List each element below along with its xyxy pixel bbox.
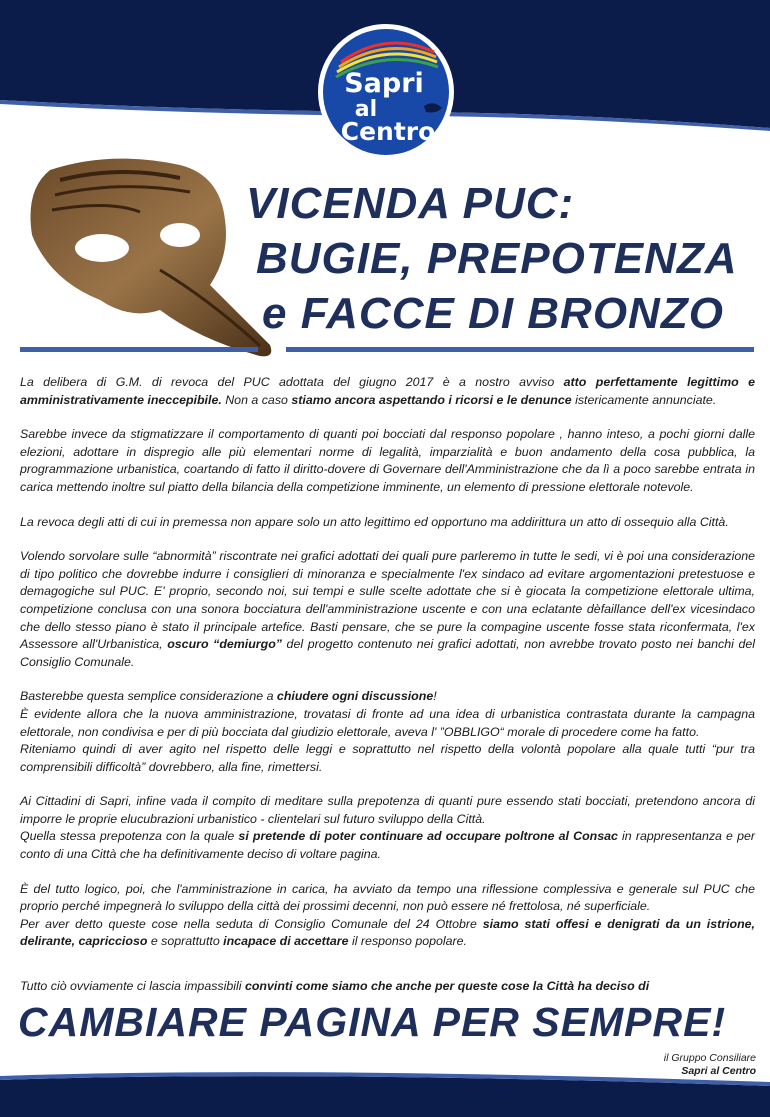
- closing-text: Tutto ciò ovviamente ci lascia impassibili: [20, 979, 245, 993]
- signature-group: il Gruppo Consiliare: [663, 1052, 756, 1064]
- p7-text-a: Per aver detto queste cose nella seduta di Consiglio Comunale del 24 Ottobre: [20, 916, 483, 931]
- closing-line: [20, 978, 755, 995]
- bronze-mask-image: [20, 150, 280, 365]
- article-body: [20, 374, 755, 968]
- headline-line-3: e FACCE DI BRONZO: [262, 289, 724, 338]
- p7-text-b: e soprattutto: [147, 934, 224, 949]
- paragraph-6a: Ai Cittadini di Sapri, infine vada il compito di meditare sulla prepotenza di quanti pure essendo stati bocciati, pretendono ancora di imporre le proprie elucubrazioni urbanistico - clientelari sul futuro sviluppo della Città.: [20, 794, 755, 826]
- divider-right: [286, 347, 754, 352]
- logo-word-sapri: Sapri: [344, 68, 424, 99]
- p6-bold-a: si pretende di poter continuare ad occupare poltrone al Consac: [238, 829, 618, 844]
- paragraph-7a: È del tutto logico, poi, che l'amministrazione in carica, ha avviato da tempo una riflessione complessiva e generale sul PUC che proprio perché impegnerà lo sviluppo della città dei prossimi decenni, non può essere né frettolosa, né superficiale.: [20, 881, 755, 914]
- p4-text-b: del progetto contenuto nei grafici adottati, non avrebbe trovato posto nei banchi del Consiglio Comunale.: [20, 637, 755, 669]
- p7-bold-a: siamo stati offesi e denigrati da un istrione, delirante, capriccioso: [20, 916, 756, 949]
- paragraph-7b: [20, 916, 755, 951]
- slogan: CAMBIARE PAGINA PER SEMPRE!: [18, 999, 727, 1045]
- p7-bold-b: incapace di accettare: [223, 934, 349, 949]
- p5-bold-a: chiudere ogni discussione: [276, 689, 434, 704]
- p5-text-b: !: [433, 689, 437, 704]
- closing-bold: convinti come siamo che anche per queste cose la Città ha deciso di: [244, 979, 650, 993]
- paragraph-4: [20, 548, 755, 671]
- footer-band: [0, 1068, 770, 1117]
- headline: [246, 176, 766, 341]
- p1-text-a: La delibera di G.M. di revoca del PUC adottata del giugno 2017 è a nostro avviso: [20, 375, 564, 389]
- paragraph-6b: [20, 828, 755, 863]
- logo-word-centro: Centro: [340, 117, 436, 146]
- signature-party: Sapri al Centro: [681, 1065, 756, 1077]
- paragraph-5a: [20, 688, 755, 706]
- p4-text-a: Volendo sorvolare sulle “abnormità” riscontrate nei grafici adottati dei quali pure parleremo in tutte le sedi, vi è poi una considerazione di tipo politico che dovrebbe indurre i consiglieri di minoranza e specialmente l'ex sindaco ad evitare argomentazioni pretestuose e demagogiche sul PUC. E' proprio, secondo noi, sui tempi e sulle scelte adottate che si è giocata la competizione elettorale ultima, competizione conclusa con una sonora bocciatura dell'amministrazione uscente e con una eclatante dèfaillance dell'ex vicesindaco che dello stesso piano è stato il principale artefice. Basti pensare, che se pure la compagine uscente fosse stata riconfermata, l'ex Assessore all'Urbanistica,: [20, 549, 755, 652]
- paragraph-2: Sarebbe invece da stigmatizzare il comportamento di quanti poi bocciati dal responso popolare , hanno inteso, a pochi giorni dalle elezioni, adottare in dispregio alle più elementari norme di legalità, imparzialità e buon andamento della cosa pubblica, la programmazione urbanistica, coartando di fatto il diritto-dovere di Governare dell'Amministrazione che da lì a poco sarebbe entrata in carica mettendo inoltre sul piatto della bilancia della competizione imminente, un elemento di pressione elettorale notevole.: [20, 427, 755, 494]
- p1-text-c: istericamente annunciate.: [571, 392, 717, 407]
- p5-text-a: Basterebbe questa semplice considerazione a: [20, 689, 277, 704]
- p7-text-c: il responso popolare.: [348, 934, 468, 949]
- paragraph-3: La revoca degli atti di cui in premessa non appare solo un atto legittimo ed opportuno ma addirittura un atto di ossequio alla Città.: [20, 514, 729, 529]
- headline-line-2: BUGIE, PREPOTENZA: [256, 234, 738, 283]
- paragraph-5b: È evidente allora che la nuova amministrazione, trovatasi di fronte ad una idea di urbanistica contrastata durante la campagna elettorale, non condivisa e per di più bocciata dal giudizio elettorale, aveva l' ”OBBLIGO“ morale di procedere come ha fatto.: [20, 706, 755, 739]
- p6-text-a: Quella stessa prepotenza con la quale: [20, 829, 239, 844]
- paragraph-1: [20, 374, 755, 409]
- headline-line-1: VICENDA PUC:: [246, 179, 575, 228]
- p1-bold-b: stiamo ancora aspettando i ricorsi e le denunce: [291, 392, 572, 407]
- p1-bold-a: atto perfettamente legittimo e amministrativamente ineccepibile.: [20, 375, 755, 407]
- sapri-al-centro-logo: [316, 22, 456, 162]
- divider-left: [20, 347, 258, 352]
- paragraph-5c: Riteniamo quindi di aver agito nel rispetto delle leggi e soprattutto nel rispetto della volontà popolare alla quale tutti “pur tra comprensibili difficoltà” dovrebbero, alla fine, rimettersi.: [20, 742, 755, 774]
- p4-bold-a: oscuro “demiurgo”: [167, 637, 282, 652]
- logo-word-al: al: [354, 97, 378, 122]
- p1-text-b: Non a caso: [221, 392, 292, 407]
- p6-text-b: in rappresentanza e per conto di una Città che ha definitivamente deciso di voltare pagina.: [20, 829, 756, 862]
